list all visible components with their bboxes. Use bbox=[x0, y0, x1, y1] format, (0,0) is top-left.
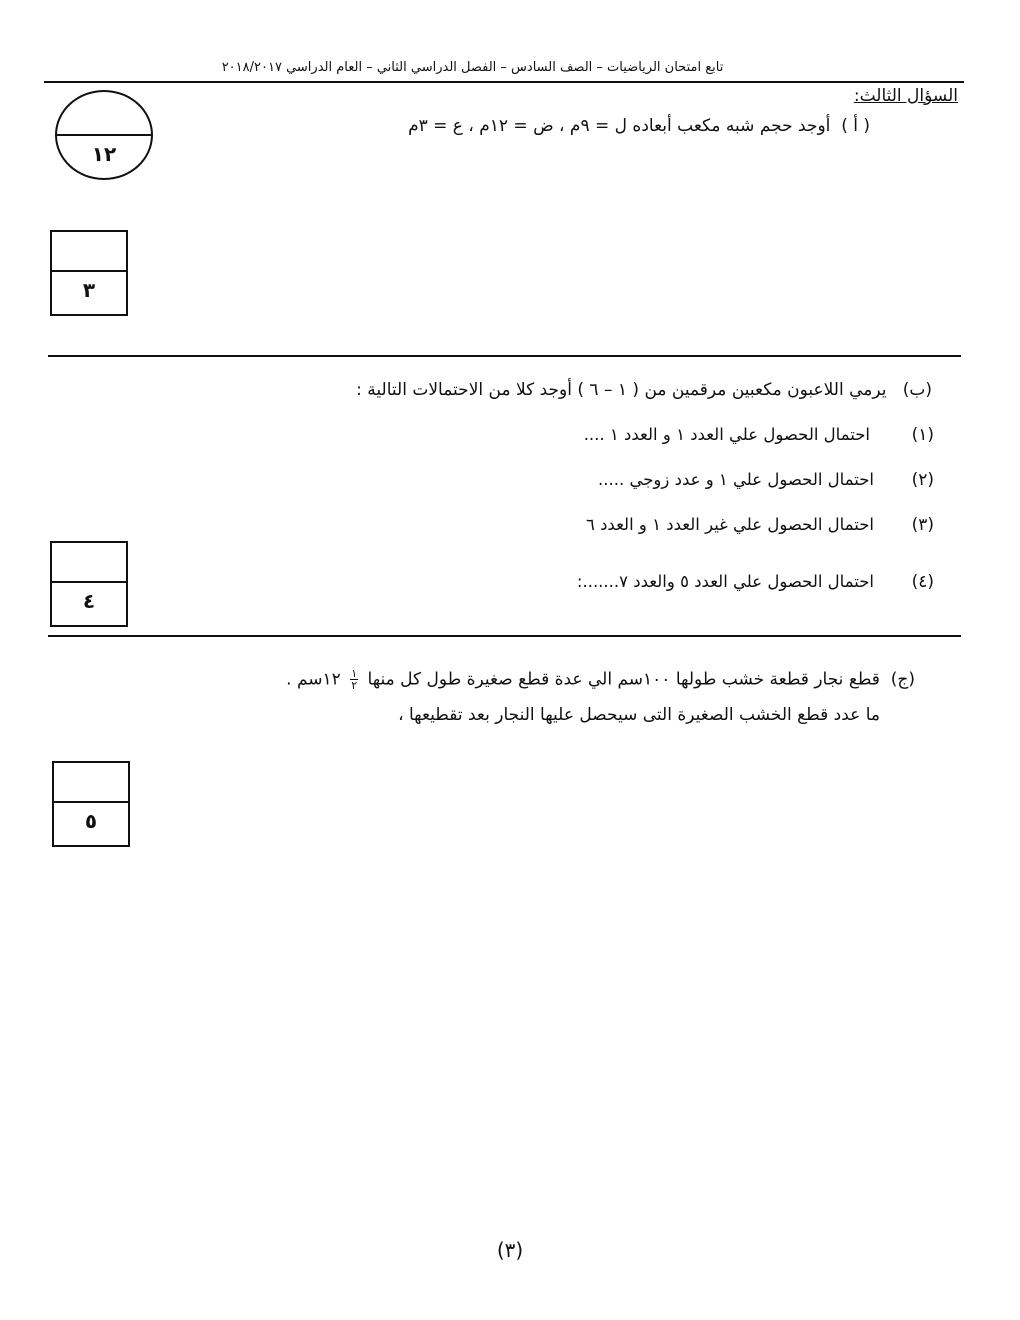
half-fraction bbox=[350, 668, 358, 691]
part-b-item-1-num: (١) bbox=[911, 425, 934, 445]
part-b-intro-text: يرمي اللاعبون مكعبين مرقمين من ( ١ – ٦ ) أوجد كلا من الاحتمالات التالية : bbox=[356, 380, 887, 400]
header-divider bbox=[44, 81, 964, 83]
total-score-circle bbox=[55, 90, 153, 180]
part-b-label: (ب) bbox=[902, 380, 932, 400]
part-b-item-2: احتمال الحصول علي ١ و عدد زوجي ..... bbox=[598, 470, 874, 489]
part-b-item-3: احتمال الحصول علي غير العدد ١ و العدد ٦ bbox=[585, 515, 874, 534]
fraction-numerator: ١ bbox=[351, 667, 358, 680]
score-box-divider bbox=[52, 581, 126, 583]
part-c-text-before: قطع نجار قطعة خشب طولها ١٠٠سم الي عدة قطع صغيرة طول كل منها bbox=[367, 669, 880, 690]
part-a-score-box bbox=[50, 230, 128, 316]
section-divider bbox=[48, 635, 961, 637]
part-b-item-1: احتمال الحصول علي العدد ١ و العدد ١ .... bbox=[583, 425, 870, 444]
part-b-item-3-num: (٣) bbox=[911, 515, 934, 535]
part-b-item-4: احتمال الحصول علي العدد ٥ والعدد ٧.......: bbox=[576, 572, 874, 591]
part-a-text: أوجد حجم شبه مكعب أبعاده ل = ٩م ، ض = ١٢م ، ع = ٣م bbox=[408, 116, 831, 136]
part-b-item-2-num: (٢) bbox=[911, 470, 934, 490]
fraction-denominator: ٢ bbox=[351, 679, 358, 692]
part-b-item-4-num: (٤) bbox=[911, 572, 934, 592]
total-score: ١٢ bbox=[91, 142, 117, 166]
question-title: السؤال الثالث: bbox=[853, 86, 958, 106]
page-number: (٣) bbox=[496, 1238, 524, 1262]
score-box-divider bbox=[52, 270, 126, 272]
part-c-line-1 bbox=[286, 668, 915, 691]
part-c-score-box bbox=[52, 761, 130, 847]
part-b-score-box bbox=[50, 541, 128, 627]
part-a-question bbox=[408, 116, 870, 136]
part-c-score: ٥ bbox=[84, 809, 98, 833]
part-c-line-2: ما عدد قطع الخشب الصغيرة التى سيحصل عليها النجار بعد تقطيعها ، bbox=[398, 705, 880, 725]
part-a-score: ٣ bbox=[82, 278, 96, 302]
score-box-divider bbox=[54, 801, 128, 803]
part-a-label: ( أ ) bbox=[841, 116, 870, 136]
score-circle-divider bbox=[57, 134, 151, 136]
part-c-text-after: ١٢سم . bbox=[286, 669, 341, 690]
part-b-intro bbox=[356, 380, 932, 400]
part-b-score: ٤ bbox=[82, 589, 96, 613]
part-c-label: (ج) bbox=[890, 669, 915, 690]
section-divider bbox=[48, 355, 961, 357]
exam-header: تابع امتحان الرياضيات – الصف السادس – الفصل الدراسي الثاني – العام الدراسي ٢٠١٨/٢٠١٧ bbox=[221, 60, 724, 75]
